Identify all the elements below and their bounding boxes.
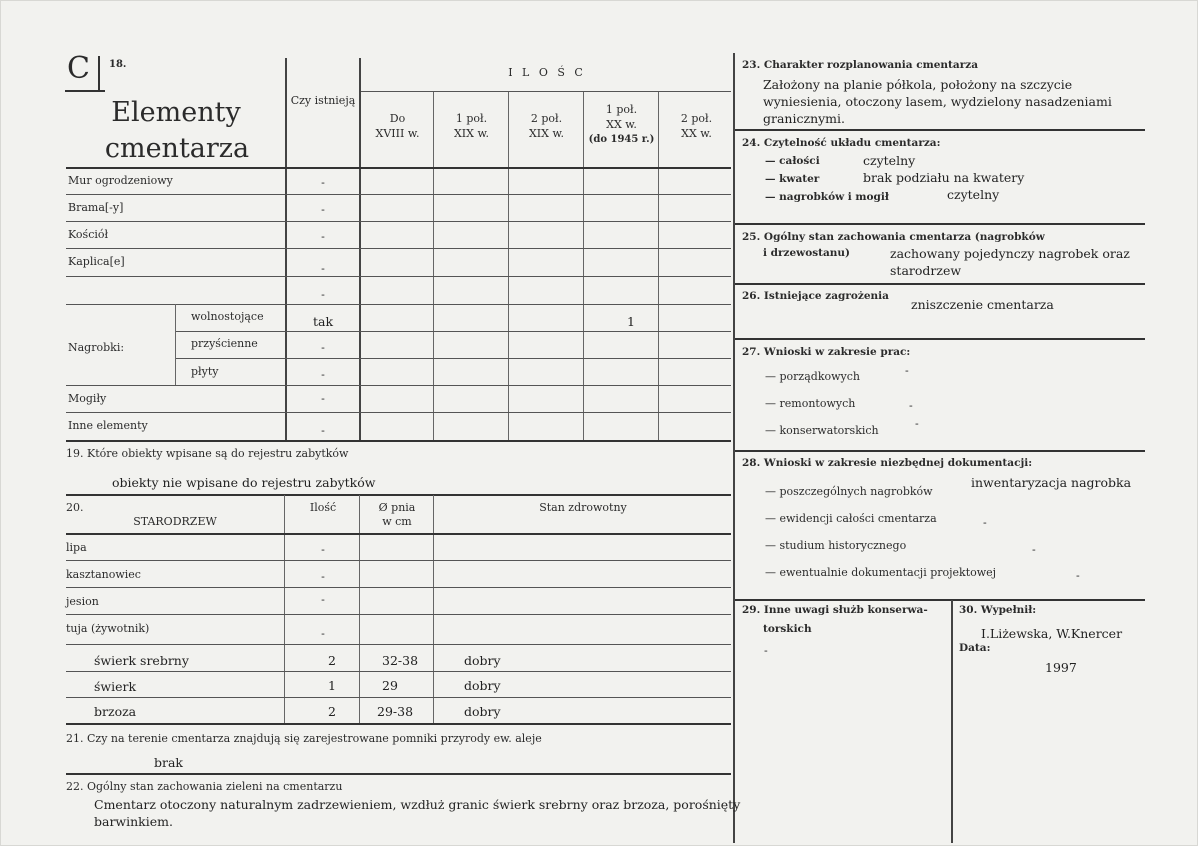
graves-row-freestanding: wolnostojące <box>191 310 264 323</box>
s28-value-project: - <box>1076 569 1080 582</box>
field-number-18: 18. <box>109 59 127 70</box>
graves-row-wall: przyścienne <box>191 337 258 350</box>
tree-health-silver-spruce: dobry <box>464 653 501 668</box>
s27-item-renovation: — remontowych <box>765 397 856 410</box>
s26-label: 26. Istniejące zagrożenia <box>742 290 889 302</box>
row-exists-mounds: - <box>321 392 325 405</box>
grid-line <box>66 248 731 249</box>
grid-line <box>951 600 953 843</box>
s21-label: 21. Czy na terenie cmentarza znajdują się zarejestrowane pomniki przyrody ew. aleje <box>66 732 542 745</box>
row-label-mounds: Mogiły <box>68 392 107 405</box>
s23-line-1: Założony na planie półkola, położony na szczycie <box>763 77 1073 92</box>
quantity-header: I L O Ś C <box>508 66 586 79</box>
s28-item-individual: — poszczególnych nagrobków <box>765 485 933 498</box>
row-label-chapel: Kaplica[e] <box>68 255 125 268</box>
tree-qty-birch: 2 <box>328 704 336 719</box>
grid-line <box>66 614 731 615</box>
grid-line <box>66 560 731 561</box>
period-col-3: 2 poł. XIX w. <box>528 112 565 140</box>
s24-item-quarters: — kwater <box>765 173 820 185</box>
letter-underline <box>65 90 105 92</box>
s27-value-renovation: - <box>909 399 913 412</box>
graves-exists-slabs: - <box>321 368 325 381</box>
tree-health-spruce: dobry <box>464 678 501 693</box>
s24-value-quarters: brak podziału na kwatery <box>863 170 1025 185</box>
s27-label: 27. Wnioski w zakresie prac: <box>742 346 911 358</box>
s30-date-value: 1997 <box>1045 660 1077 675</box>
grid-line <box>285 58 287 441</box>
s21-value: brak <box>154 755 184 770</box>
s29-label-line-1: 29. Inne uwagi służb konserwa- <box>742 604 928 616</box>
period-col-2: 1 poł. XIX w. <box>453 112 490 140</box>
tree-qty-chestnut: - <box>321 570 325 583</box>
s23-line-2: wyniesienia, otoczony lasem, wydzielony nasadzeniami <box>763 94 1112 109</box>
grid-line <box>66 494 731 496</box>
s19-label: 19. Które obiekty wpisane są do rejestru zabytków <box>66 447 349 460</box>
grid-line <box>66 697 731 698</box>
s22-value-line-2: barwinkiem. <box>94 814 173 829</box>
s27-value-conservation: - <box>915 417 919 430</box>
grid-line <box>735 223 1145 225</box>
s30-value: I.Liżewska, W.Knercer <box>981 626 1123 641</box>
row-exists-blank: - <box>321 288 325 301</box>
s28-label: 28. Wnioski w zakresie niezbędnej dokumentacji: <box>742 457 1033 469</box>
tree-diam-silver-spruce: 32-38 <box>382 653 419 668</box>
tree-qty-spruce: 1 <box>328 678 336 693</box>
grid-line <box>735 450 1145 452</box>
card-letter: C <box>67 51 90 86</box>
title-line-1: Elementy <box>111 97 241 128</box>
s20-qty-header: Ilość <box>309 501 337 514</box>
tree-diam-birch: 29-38 <box>377 704 414 719</box>
s19-value: obiekty nie wpisane do rejestru zabytków <box>112 475 376 490</box>
grid-line <box>176 358 731 359</box>
letter-bar <box>98 56 100 90</box>
s28-value-register: - <box>983 516 987 529</box>
grid-line <box>735 338 1145 340</box>
s20-health-header: Stan zdrowotny <box>539 501 627 514</box>
tree-name-silver-spruce: świerk srebrny <box>94 653 189 668</box>
row-label-other: Inne elementy <box>68 419 148 432</box>
grid-line <box>658 92 659 441</box>
graves-label: Nagrobki: <box>68 341 125 354</box>
grid-line <box>66 167 731 169</box>
tree-name-chestnut: kasztanowiec <box>66 568 141 581</box>
s26-value: zniszczenie cmentarza <box>911 297 1054 312</box>
grid-line <box>508 92 509 441</box>
s20-diam-header: Ø pnia w cm <box>378 501 416 528</box>
s20-number: 20. <box>66 501 84 514</box>
grid-line <box>284 495 285 723</box>
grid-line <box>175 304 176 385</box>
grid-line <box>66 385 731 386</box>
row-label-church: Kościół <box>68 228 109 241</box>
grid-line <box>66 221 731 222</box>
s30-date-label: Data: <box>959 642 991 654</box>
grid-line <box>433 92 434 441</box>
s25-label-line-1: 25. Ogólny stan zachowania cmentarza (nagrobków <box>742 231 1045 243</box>
row-exists-other: - <box>321 424 325 437</box>
grid-line <box>359 58 361 441</box>
row-exists-church: - <box>321 230 325 243</box>
grid-line <box>66 587 731 588</box>
s24-label: 24. Czytelność układu cmentarza: <box>742 137 941 149</box>
grid-line <box>66 194 731 195</box>
grid-line <box>66 671 731 672</box>
s22-value-line-1: Cmentarz otoczony naturalnym zadrzewieniem, wzdłuż granic świerk srebrny oraz brzoza, porośnięty <box>94 797 741 812</box>
s20-title: STARODRZEW <box>133 515 217 528</box>
tree-name-ash: jesion <box>66 595 99 608</box>
exists-column-header: Czy istnieją <box>290 94 356 107</box>
graves-exists-freestanding: tak <box>312 314 334 329</box>
grid-line <box>583 92 584 441</box>
row-exists-wall: - <box>321 176 325 189</box>
s28-value-history: - <box>1032 543 1036 556</box>
grid-line <box>66 276 731 277</box>
period-col-1: Do XVIII w. <box>375 112 420 140</box>
s24-value-graves: czytelny <box>947 187 1000 202</box>
tree-qty-silver-spruce: 2 <box>328 653 336 668</box>
s24-value-whole: czytelny <box>863 153 916 168</box>
s24-item-whole: — całości <box>765 155 820 167</box>
s22-label: 22. Ogólny stan zachowania zieleni na cmentarzu <box>66 780 343 793</box>
s28-value-individual: inwentaryzacja nagrobka <box>971 475 1132 490</box>
s28-item-register: — ewidencji całości cmentarza <box>765 512 937 525</box>
row-label-wall: Mur ogrodzeniowy <box>68 174 173 187</box>
tree-health-birch: dobry <box>464 704 501 719</box>
s28-item-project: — ewentualnie dokumentacji projektowej <box>765 566 997 579</box>
tree-qty-linden: - <box>321 543 325 556</box>
row-exists-chapel: - <box>321 262 325 275</box>
s25-value-line-1: zachowany pojedynczy nagrobek oraz <box>890 246 1130 261</box>
period-col-4: 1 poł. XX w. (do 1945 r.) <box>588 103 655 145</box>
grid-line <box>66 723 731 725</box>
s29-value: - <box>764 644 768 657</box>
s27-value-cleanup: - <box>905 364 909 377</box>
tree-diam-spruce: 29 <box>382 678 398 693</box>
row-exists-gate: - <box>321 203 325 216</box>
s23-label: 23. Charakter rozplanowania cmentarza <box>742 59 979 71</box>
grid-line <box>66 412 731 413</box>
s27-item-cleanup: — porządkowych <box>765 370 860 383</box>
grid-line <box>176 331 731 332</box>
grid-line <box>66 533 731 535</box>
s23-line-3: granicznymi. <box>763 111 846 126</box>
s25-value-line-2: starodrzew <box>890 263 962 278</box>
tree-qty-thuja: - <box>321 627 325 640</box>
grid-line <box>361 91 731 92</box>
tree-name-birch: brzoza <box>94 704 137 719</box>
s29-label-line-2: torskich <box>763 623 812 635</box>
grid-line <box>66 773 731 775</box>
tree-name-spruce: świerk <box>94 679 137 694</box>
grid-line <box>735 599 1145 601</box>
grid-line <box>66 644 731 645</box>
tree-name-linden: lipa <box>66 541 87 554</box>
s27-item-conservation: — konserwatorskich <box>765 424 879 437</box>
period-col-5: 2 poł. XX w. <box>680 112 713 140</box>
title-line-2: cmentarza <box>104 133 250 164</box>
s30-label: 30. Wypełnił: <box>959 604 1037 616</box>
grid-line <box>66 304 731 305</box>
s28-item-history: — studium historycznego <box>765 539 907 552</box>
graves-exists-wall: - <box>321 341 325 354</box>
grid-line <box>66 440 731 442</box>
grid-line <box>735 129 1145 131</box>
center-divider <box>733 53 735 843</box>
tree-name-thuja: tuja (żywotnik) <box>66 622 150 635</box>
grid-line <box>433 495 434 723</box>
graves-row-slabs: płyty <box>191 365 219 378</box>
s24-item-graves: — nagrobków i mogił <box>765 191 889 203</box>
tree-qty-ash: - <box>321 593 325 606</box>
row-label-gate: Brama[-y] <box>68 201 124 214</box>
s25-label-line-2: i drzewostanu) <box>763 247 851 259</box>
graves-freestanding-count: 1 <box>627 314 635 329</box>
grid-line <box>735 283 1145 285</box>
